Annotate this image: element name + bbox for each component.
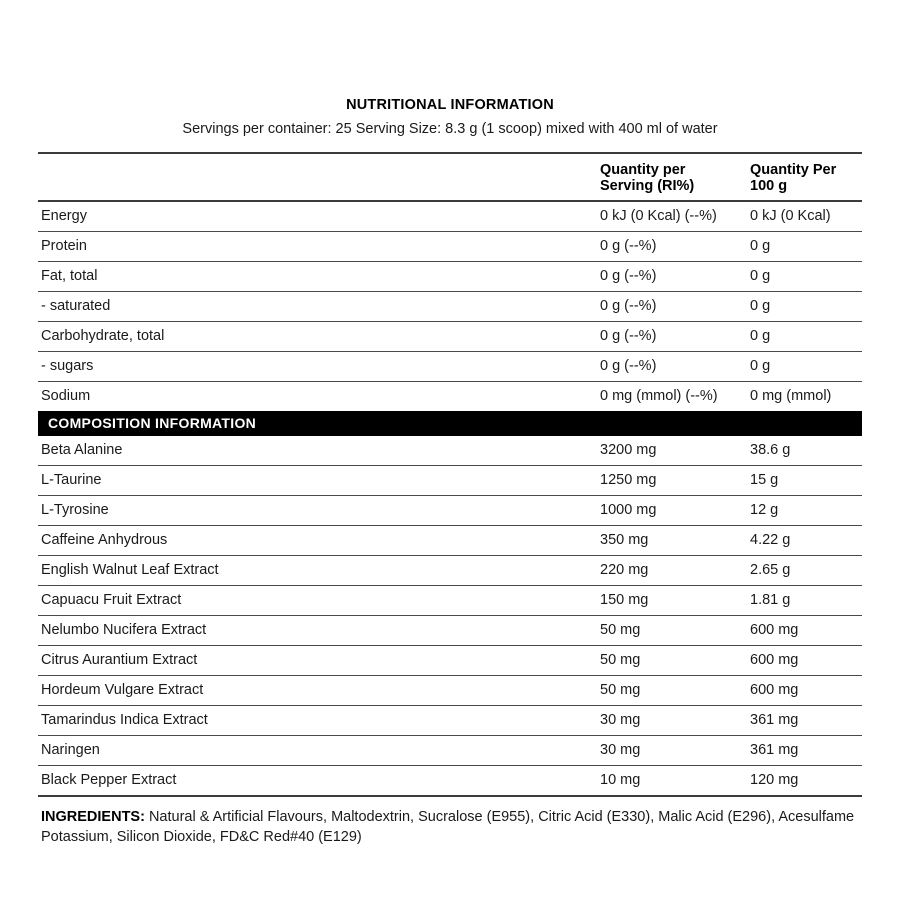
row-value-per-serving: 3200 mg [600, 436, 750, 466]
table-row [38, 232, 862, 262]
table-row [38, 736, 862, 766]
label-header [38, 0, 862, 140]
table-row [38, 466, 862, 496]
row-value-per-serving: 1250 mg [600, 466, 750, 496]
table-row [38, 201, 862, 232]
row-value-per-100g: 1.81 g [750, 586, 862, 616]
row-value-per-serving: 30 mg [600, 706, 750, 736]
table-row [38, 382, 862, 412]
row-value-per-100g: 600 mg [750, 676, 862, 706]
row-value-per-serving: 0 g (--%) [600, 292, 750, 322]
table-row [38, 352, 862, 382]
column-header-per-serving-line2: Serving (RI%) [600, 178, 695, 194]
row-value-per-100g: 120 mg [750, 766, 862, 797]
table-row [38, 526, 862, 556]
composition-section-title: COMPOSITION INFORMATION [38, 411, 862, 436]
nutrition-table [38, 152, 862, 797]
table-row [38, 586, 862, 616]
row-label: Protein [38, 232, 600, 262]
section-divider-body [38, 411, 862, 436]
row-value-per-100g: 4.22 g [750, 526, 862, 556]
ingredients-block [38, 808, 862, 847]
row-value-per-serving: 150 mg [600, 586, 750, 616]
serving-information: Servings per container: 25 Serving Size: 8.3 g (1 scoop) mixed with 400 ml of water [182, 121, 718, 137]
row-value-per-100g: 0 g [750, 352, 862, 382]
row-value-per-serving: 0 g (--%) [600, 232, 750, 262]
table-header-row [38, 153, 862, 201]
row-label: Fat, total [38, 262, 600, 292]
row-label: - saturated [38, 292, 600, 322]
row-label: Capuacu Fruit Extract [38, 586, 600, 616]
table-row [38, 676, 862, 706]
row-value-per-serving: 10 mg [600, 766, 750, 797]
table-row [38, 556, 862, 586]
row-value-per-100g: 2.65 g [750, 556, 862, 586]
row-value-per-100g: 600 mg [750, 646, 862, 676]
table-row [38, 766, 862, 797]
column-header-per-100g-line1: Quantity Per [750, 162, 837, 178]
row-label: Energy [38, 201, 600, 232]
row-value-per-serving: 1000 mg [600, 496, 750, 526]
row-value-per-100g: 361 mg [750, 706, 862, 736]
composition-section-header-row [38, 411, 862, 436]
row-value-per-100g: 361 mg [750, 736, 862, 766]
column-header-per-100g-line2: 100 g [750, 178, 788, 194]
row-value-per-100g: 0 g [750, 262, 862, 292]
table-row [38, 706, 862, 736]
table-row [38, 646, 862, 676]
row-label: Tamarindus Indica Extract [38, 706, 600, 736]
row-value-per-serving: 0 kJ (0 Kcal) (--%) [600, 201, 750, 232]
row-value-per-100g: 0 g [750, 292, 862, 322]
row-value-per-serving: 50 mg [600, 616, 750, 646]
row-value-per-serving: 30 mg [600, 736, 750, 766]
row-label: Beta Alanine [38, 436, 600, 466]
row-label: - sugars [38, 352, 600, 382]
row-value-per-serving: 50 mg [600, 646, 750, 676]
row-label: L-Tyrosine [38, 496, 600, 526]
table-row [38, 262, 862, 292]
row-value-per-100g: 15 g [750, 466, 862, 496]
page-title: NUTRITIONAL INFORMATION [346, 97, 554, 113]
table-row [38, 616, 862, 646]
row-label: Citrus Aurantium Extract [38, 646, 600, 676]
row-value-per-100g: 0 g [750, 232, 862, 262]
row-label: Nelumbo Nucifera Extract [38, 616, 600, 646]
row-value-per-100g: 0 g [750, 322, 862, 352]
row-value-per-serving: 220 mg [600, 556, 750, 586]
ingredients-text: Natural & Artificial Flavours, Maltodextrin, Sucralose (E955), Citric Acid (E330), Malic Acid (E296), Acesulfame Potassium, Silicon Dioxide, FD&C Red#40 (E129) [41, 809, 855, 845]
row-label: Naringen [38, 736, 600, 766]
row-value-per-serving: 0 g (--%) [600, 322, 750, 352]
table-row [38, 322, 862, 352]
column-header-per-serving [600, 153, 750, 201]
composition-rows-body [38, 436, 862, 796]
row-label: Hordeum Vulgare Extract [38, 676, 600, 706]
row-value-per-serving: 0 g (--%) [600, 262, 750, 292]
row-value-per-100g: 12 g [750, 496, 862, 526]
ingredients-heading: INGREDIENTS: [41, 809, 145, 825]
row-label: English Walnut Leaf Extract [38, 556, 600, 586]
row-value-per-100g: 38.6 g [750, 436, 862, 466]
row-value-per-100g: 600 mg [750, 616, 862, 646]
row-value-per-serving: 0 g (--%) [600, 352, 750, 382]
row-value-per-serving: 0 mg (mmol) (--%) [600, 388, 718, 404]
row-label: Sodium [41, 388, 91, 404]
row-value-per-100g: 0 kJ (0 Kcal) [750, 201, 862, 232]
column-header-per-100g [750, 153, 862, 201]
row-label: L-Taurine [38, 466, 600, 496]
row-label: Carbohydrate, total [38, 322, 600, 352]
table-head [38, 153, 862, 201]
table-row [38, 436, 862, 466]
row-value-per-serving: 50 mg [600, 676, 750, 706]
table-row [38, 496, 862, 526]
row-label: Black Pepper Extract [38, 766, 600, 797]
nutrition-rows-body [38, 201, 862, 411]
row-value-per-serving: 350 mg [600, 526, 750, 556]
row-label: Caffeine Anhydrous [38, 526, 600, 556]
column-header-per-serving-line1: Quantity per [600, 162, 686, 178]
column-header-nutrient [38, 153, 600, 201]
row-value-per-100g: 0 mg (mmol) [750, 388, 832, 404]
table-row [38, 292, 862, 322]
